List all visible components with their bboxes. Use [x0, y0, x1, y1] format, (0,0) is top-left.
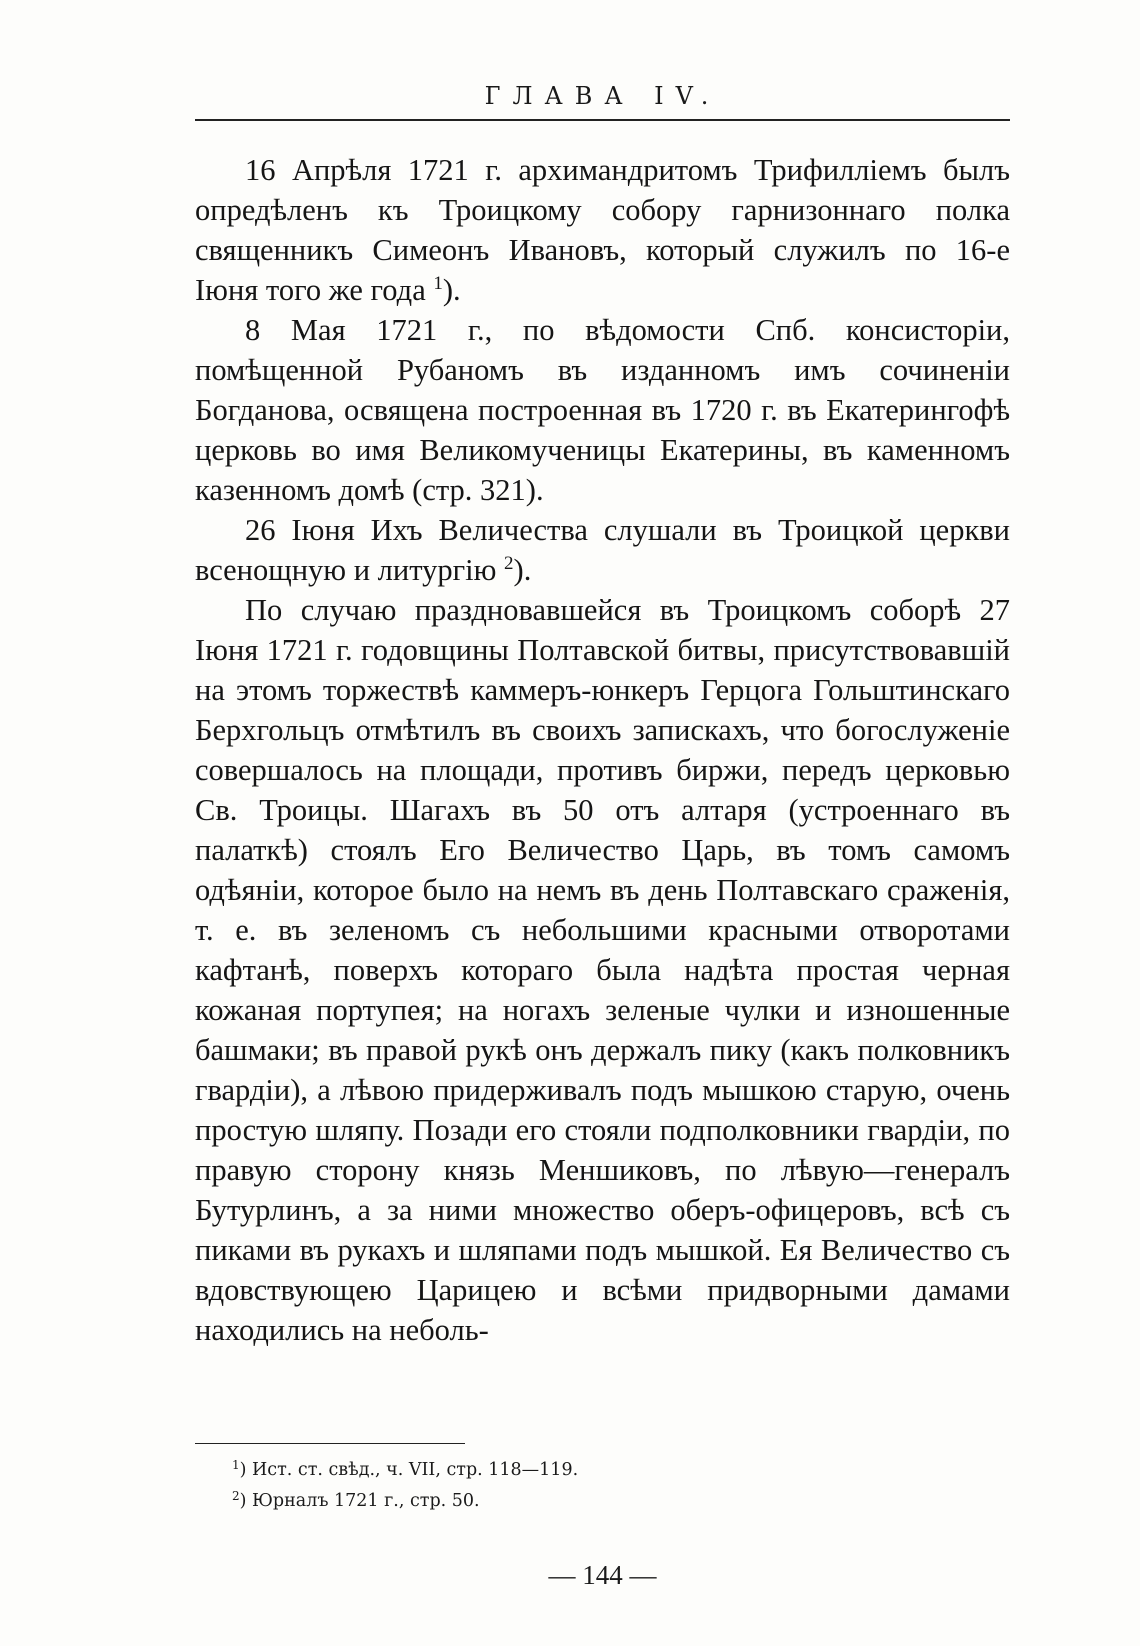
paragraph-3-end: ).	[513, 553, 532, 587]
header-rule	[195, 119, 1010, 121]
chapter-heading: ГЛАВА IV.	[484, 82, 721, 110]
footnote-2-mark: 2	[232, 1489, 240, 1503]
footnote-2-text: ) Юрналъ 1721 г., стр. 50.	[239, 1491, 480, 1511]
footnote-ref-1: 1	[433, 273, 443, 294]
paragraph-4-text: По случаю праздновавшейся въ Троицкомъ соборѣ 27 Іюня 1721 г. годовщины Полтавской битвы, присутствовавшій на этомъ торжествѣ каммеръ-юнкеръ Герцога Гольштинскаго Берхгольцъ отмѣтилъ въ своихъ запискахъ, что богослуженіе совершалось на площади, противъ биржи, передъ церковью Св. Троицы. Шагахъ въ 50 отъ алтаря (устроеннаго въ палаткѣ) стоялъ Его Величество Царь, въ томъ самомъ одѣяніи, которое было на немъ въ день Полтавскаго сраженія, т. е. въ зеленомъ съ небольшими красными отворотами кафтанѣ, поверхъ котораго была надѣта простая черная кожаная портупея; на ногахъ зеленые чулки и изношенные башмаки; въ правой рукѣ онъ держалъ пику (какъ полковникъ гвардіи), а лѣвою придерживалъ подъ мышкою старую, очень простую шляпу. Позади его стояли подполковники гвардіи, по правую сторону князь Меншиковъ, по лѣвую—генералъ Бутурлинъ, а за ними множество оберъ-офицеровъ, всѣ съ пиками въ рукахъ и шляпами подъ мышкой. Ея Величество съ вдовствующею Царицею и всѣми придворными дамами находились на неболь-	[195, 593, 1010, 1347]
footnote-1-mark: 1	[232, 1458, 240, 1472]
paragraph-1	[195, 150, 1010, 310]
paragraph-4	[195, 590, 1010, 1350]
body-text	[195, 150, 1010, 1350]
paragraph-1-end: ).	[442, 273, 461, 307]
paragraph-2	[195, 310, 1010, 510]
footnote-rule	[195, 1443, 465, 1444]
footnote-2	[232, 1486, 992, 1517]
paragraph-3	[195, 510, 1010, 590]
paragraph-1-text: 16 Апрѣля 1721 г. архимандритомъ Трифилліемъ былъ опредѣленъ къ Троицкому собору гарнизоннаго полка священникъ Симеонъ Ивановъ, который служилъ по 16-е Іюня того же года	[195, 153, 1010, 307]
footnote-1-text: ) Ист. ст. свѣд., ч. VII, стр. 118—119.	[239, 1460, 579, 1480]
paragraph-3-text: 26 Іюня Ихъ Величества слушали въ Троицкой церкви всенощную и литургію	[195, 513, 1010, 587]
page-number: — 144 —	[548, 1560, 657, 1590]
footnote-1	[232, 1455, 992, 1486]
footnotes	[232, 1455, 992, 1517]
footnote-ref-2: 2	[504, 553, 514, 574]
paragraph-2-text: 8 Мая 1721 г., по вѣдомости Спб. консисторіи, помѣщенной Рубаномъ въ изданномъ имъ сочиненіи Богданова, освящена построенная въ 1720 г. въ Екатерингофѣ церковь во имя Великомученицы Екатерины, въ каменномъ казенномъ домѣ (стр. 321).	[195, 313, 1010, 507]
